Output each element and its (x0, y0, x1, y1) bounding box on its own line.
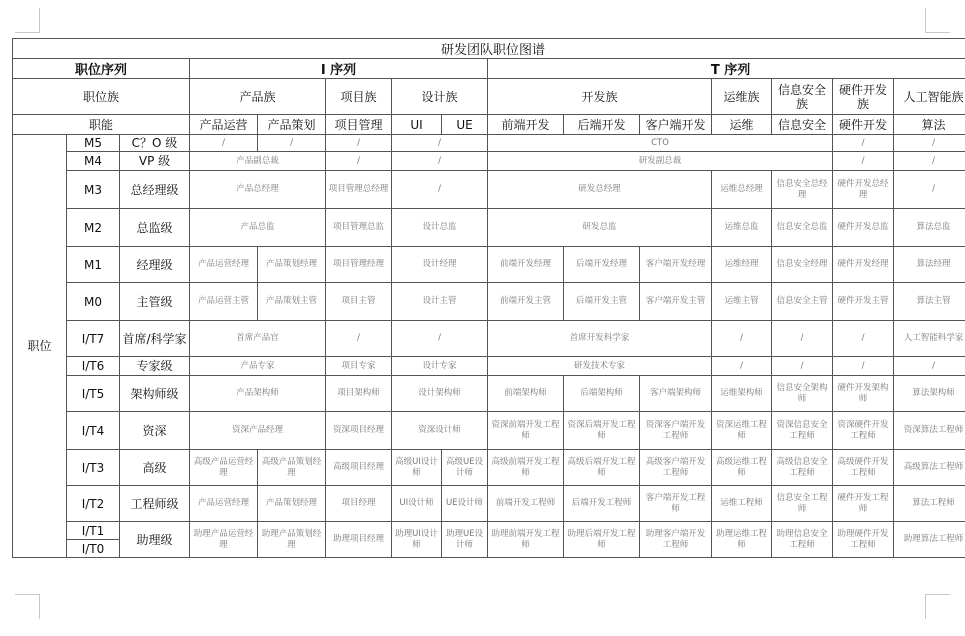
func-ue: UE (442, 115, 488, 135)
cell: 助理后端开发工程师 (564, 522, 640, 558)
cell: / (326, 152, 392, 171)
cell: 信息安全工程师 (772, 486, 833, 522)
cell: 高级客户端开发工程师 (640, 450, 712, 486)
func-backend: 后端开发 (564, 115, 640, 135)
level-name: VP 级 (120, 152, 190, 171)
cell: 助理产品策划经理 (258, 522, 326, 558)
func-proj-mgmt: 项目管理 (326, 115, 392, 135)
family-label: 职位族 (13, 79, 190, 115)
cell: 产品策划主管 (258, 283, 326, 321)
cell: 研发总监 (488, 209, 712, 247)
cell: UE设计师 (442, 486, 488, 522)
func-prod-plan: 产品策划 (258, 115, 326, 135)
cell: / (712, 357, 772, 376)
cell: 客户端开发工程师 (640, 486, 712, 522)
level-code: M5 (67, 135, 120, 152)
cell: / (326, 135, 392, 152)
cell: 助理运维工程师 (712, 522, 772, 558)
cell: / (392, 135, 488, 152)
cell: 资深信息安全工程师 (772, 412, 833, 450)
i-sequence-header: I 序列 (190, 59, 488, 79)
cell: 算法总监 (894, 209, 965, 247)
table-title: 研发团队职位图谱 (13, 39, 965, 59)
cell: 硬件开发工程师 (833, 486, 894, 522)
cell: 高级硬件开发工程师 (833, 450, 894, 486)
cell: 高级产品策划经理 (258, 450, 326, 486)
cell: 产品策划经理 (258, 247, 326, 283)
cell: 高级项目经理 (326, 450, 392, 486)
cell: 算法工程师 (894, 486, 965, 522)
cell: 客户端开发经理 (640, 247, 712, 283)
func-security: 信息安全 (772, 115, 833, 135)
cell: 信息安全总监 (772, 209, 833, 247)
cell: / (772, 321, 833, 357)
level-code: M4 (67, 152, 120, 171)
row-it1 (13, 522, 965, 540)
cell: 设计架构师 (392, 376, 488, 412)
cell: 信息安全架构师 (772, 376, 833, 412)
level-code: M1 (67, 247, 120, 283)
cell: 项目专家 (326, 357, 392, 376)
row-it2 (13, 486, 965, 522)
level-name: 专家级 (120, 357, 190, 376)
cell: 硬件开发架构师 (833, 376, 894, 412)
cell: 研发副总裁 (488, 152, 833, 171)
cell: 产品专家 (190, 357, 326, 376)
level-code: I/T5 (67, 376, 120, 412)
cell: 后端开发经理 (564, 247, 640, 283)
cell: 资深客户端开发工程师 (640, 412, 712, 450)
cell: 前端开发主管 (488, 283, 564, 321)
cell: 高级UI设计师 (392, 450, 442, 486)
cell: 高级信息安全工程师 (772, 450, 833, 486)
level-name: 总经理级 (120, 171, 190, 209)
level-name: 助理级 (120, 522, 190, 558)
cell: / (190, 135, 258, 152)
level-name: 架构师级 (120, 376, 190, 412)
position-map-table (12, 38, 965, 558)
cell: 项目经理 (326, 486, 392, 522)
cell: / (894, 171, 965, 209)
cell: 产品总经理 (190, 171, 326, 209)
cell: 产品运营经理 (190, 486, 258, 522)
cell: UI设计师 (392, 486, 442, 522)
cell: 设计专家 (392, 357, 488, 376)
cell: / (833, 357, 894, 376)
row-it7 (13, 321, 965, 357)
family-hardware: 硬件开发族 (833, 79, 894, 115)
cell: 项目架构师 (326, 376, 392, 412)
level-code: I/T4 (67, 412, 120, 450)
cell: 助理UE设计师 (442, 522, 488, 558)
cell: 资深产品经理 (190, 412, 326, 450)
cell: 高级产品运营经理 (190, 450, 258, 486)
cell: 高级算法工程师 (894, 450, 965, 486)
cell: 高级前端开发工程师 (488, 450, 564, 486)
cell: 信息安全总经理 (772, 171, 833, 209)
level-code: I/T2 (67, 486, 120, 522)
level-code: I/T0 (67, 540, 120, 558)
cell: 助理算法工程师 (894, 522, 965, 558)
cell: / (833, 135, 894, 152)
cell: 资深项目经理 (326, 412, 392, 450)
cell: 助理产品运营经理 (190, 522, 258, 558)
row-it4 (13, 412, 965, 450)
cell: / (894, 135, 965, 152)
family-dev: 开发族 (488, 79, 712, 115)
row-m1 (13, 247, 965, 283)
cell: 产品运营经理 (190, 247, 258, 283)
cell: 人工智能科学家 (894, 321, 965, 357)
cell: 项目管理总监 (326, 209, 392, 247)
func-ui: UI (392, 115, 442, 135)
cell: 后端架构师 (564, 376, 640, 412)
cell: / (258, 135, 326, 152)
level-code: I/T6 (67, 357, 120, 376)
func-ops: 运维 (712, 115, 772, 135)
cell: 运维架构师 (712, 376, 772, 412)
cell: 前端开发经理 (488, 247, 564, 283)
row-m3 (13, 171, 965, 209)
row-m0 (13, 283, 965, 321)
cell: 算法经理 (894, 247, 965, 283)
cell: 资深设计师 (392, 412, 488, 450)
cell: 运维总监 (712, 209, 772, 247)
cell: 运维经理 (712, 247, 772, 283)
cell: CTO (488, 135, 833, 152)
cell: 硬件开发总监 (833, 209, 894, 247)
cell: 助理前端开发工程师 (488, 522, 564, 558)
t-sequence-header: T 序列 (488, 59, 965, 79)
level-code: M3 (67, 171, 120, 209)
cell: 高级UE设计师 (442, 450, 488, 486)
level-code: I/T7 (67, 321, 120, 357)
cell: 助理客户端开发工程师 (640, 522, 712, 558)
cell: 客户端架构师 (640, 376, 712, 412)
row-it3 (13, 450, 965, 486)
func-algo: 算法 (894, 115, 965, 135)
level-name: 总监级 (120, 209, 190, 247)
crop-mark-top-left (15, 8, 40, 33)
crop-mark-bottom-left (15, 594, 40, 619)
cell: 高级运维工程师 (712, 450, 772, 486)
cell: 运维工程师 (712, 486, 772, 522)
function-row (13, 115, 965, 135)
cell: / (894, 152, 965, 171)
sequence-row (13, 59, 965, 79)
cell: 研发总经理 (488, 171, 712, 209)
position-label: 职位 (13, 135, 67, 558)
family-security: 信息安全族 (772, 79, 833, 115)
cell: 资深运维工程师 (712, 412, 772, 450)
cell: 设计总监 (392, 209, 488, 247)
family-ops: 运维族 (712, 79, 772, 115)
family-ai: 人工智能族 (894, 79, 965, 115)
cell: 后端开发工程师 (564, 486, 640, 522)
cell: / (392, 321, 488, 357)
row-m4 (13, 152, 965, 171)
family-row (13, 79, 965, 115)
cell: 助理UI设计师 (392, 522, 442, 558)
cell: 运维总经理 (712, 171, 772, 209)
crop-mark-bottom-right (925, 594, 950, 619)
cell: 算法架构师 (894, 376, 965, 412)
cell: 助理硬件开发工程师 (833, 522, 894, 558)
cell: 硬件开发经理 (833, 247, 894, 283)
row-m2 (13, 209, 965, 247)
func-prod-ops: 产品运营 (190, 115, 258, 135)
func-client: 客户端开发 (640, 115, 712, 135)
cell: 运维主管 (712, 283, 772, 321)
cell: / (326, 321, 392, 357)
cell: 信息安全主管 (772, 283, 833, 321)
cell: 助理信息安全工程师 (772, 522, 833, 558)
function-label: 职能 (13, 115, 190, 135)
cell: 产品运营主管 (190, 283, 258, 321)
level-code: M0 (67, 283, 120, 321)
cell: 产品副总裁 (190, 152, 326, 171)
cell: 产品架构师 (190, 376, 326, 412)
func-frontend: 前端开发 (488, 115, 564, 135)
func-hardware: 硬件开发 (833, 115, 894, 135)
cell: 项目管理总经理 (326, 171, 392, 209)
cell: 前端架构师 (488, 376, 564, 412)
level-code: I/T3 (67, 450, 120, 486)
crop-mark-top-right (925, 8, 950, 33)
level-code: M2 (67, 209, 120, 247)
cell: 信息安全经理 (772, 247, 833, 283)
cell: 首席产品官 (190, 321, 326, 357)
title-row (13, 39, 965, 59)
cell: 项目主管 (326, 283, 392, 321)
cell: / (392, 152, 488, 171)
cell: 前端开发工程师 (488, 486, 564, 522)
cell: 硬件开发主管 (833, 283, 894, 321)
cell: 首席开发科学家 (488, 321, 712, 357)
cell: 产品总监 (190, 209, 326, 247)
cell: 资深硬件开发工程师 (833, 412, 894, 450)
cell: / (772, 357, 833, 376)
row-it5 (13, 376, 965, 412)
cell: 资深前端开发工程师 (488, 412, 564, 450)
cell: 产品策划经理 (258, 486, 326, 522)
level-name: 经理级 (120, 247, 190, 283)
family-product: 产品族 (190, 79, 326, 115)
cell: / (894, 357, 965, 376)
cell: / (833, 321, 894, 357)
level-name: 高级 (120, 450, 190, 486)
cell: 后端开发主管 (564, 283, 640, 321)
cell: 设计经理 (392, 247, 488, 283)
cell: / (392, 171, 488, 209)
cell: 设计主管 (392, 283, 488, 321)
cell: 项目管理经理 (326, 247, 392, 283)
level-name: 主管级 (120, 283, 190, 321)
level-code: I/T1 (67, 522, 120, 540)
row-it6 (13, 357, 965, 376)
level-name: C？O 级 (120, 135, 190, 152)
seq-label: 职位序列 (13, 59, 190, 79)
cell: 资深后端开发工程师 (564, 412, 640, 450)
level-name: 资深 (120, 412, 190, 450)
cell: / (712, 321, 772, 357)
family-project: 项目族 (326, 79, 392, 115)
row-m5 (13, 135, 965, 152)
cell: 研发技术专家 (488, 357, 712, 376)
cell: 硬件开发总经理 (833, 171, 894, 209)
cell: 客户端开发主管 (640, 283, 712, 321)
cell: 助理项目经理 (326, 522, 392, 558)
level-name: 工程师级 (120, 486, 190, 522)
cell: 算法主管 (894, 283, 965, 321)
cell: 高级后端开发工程师 (564, 450, 640, 486)
cell: / (833, 152, 894, 171)
family-design: 设计族 (392, 79, 488, 115)
cell: 资深算法工程师 (894, 412, 965, 450)
level-name: 首席/科学家 (120, 321, 190, 357)
